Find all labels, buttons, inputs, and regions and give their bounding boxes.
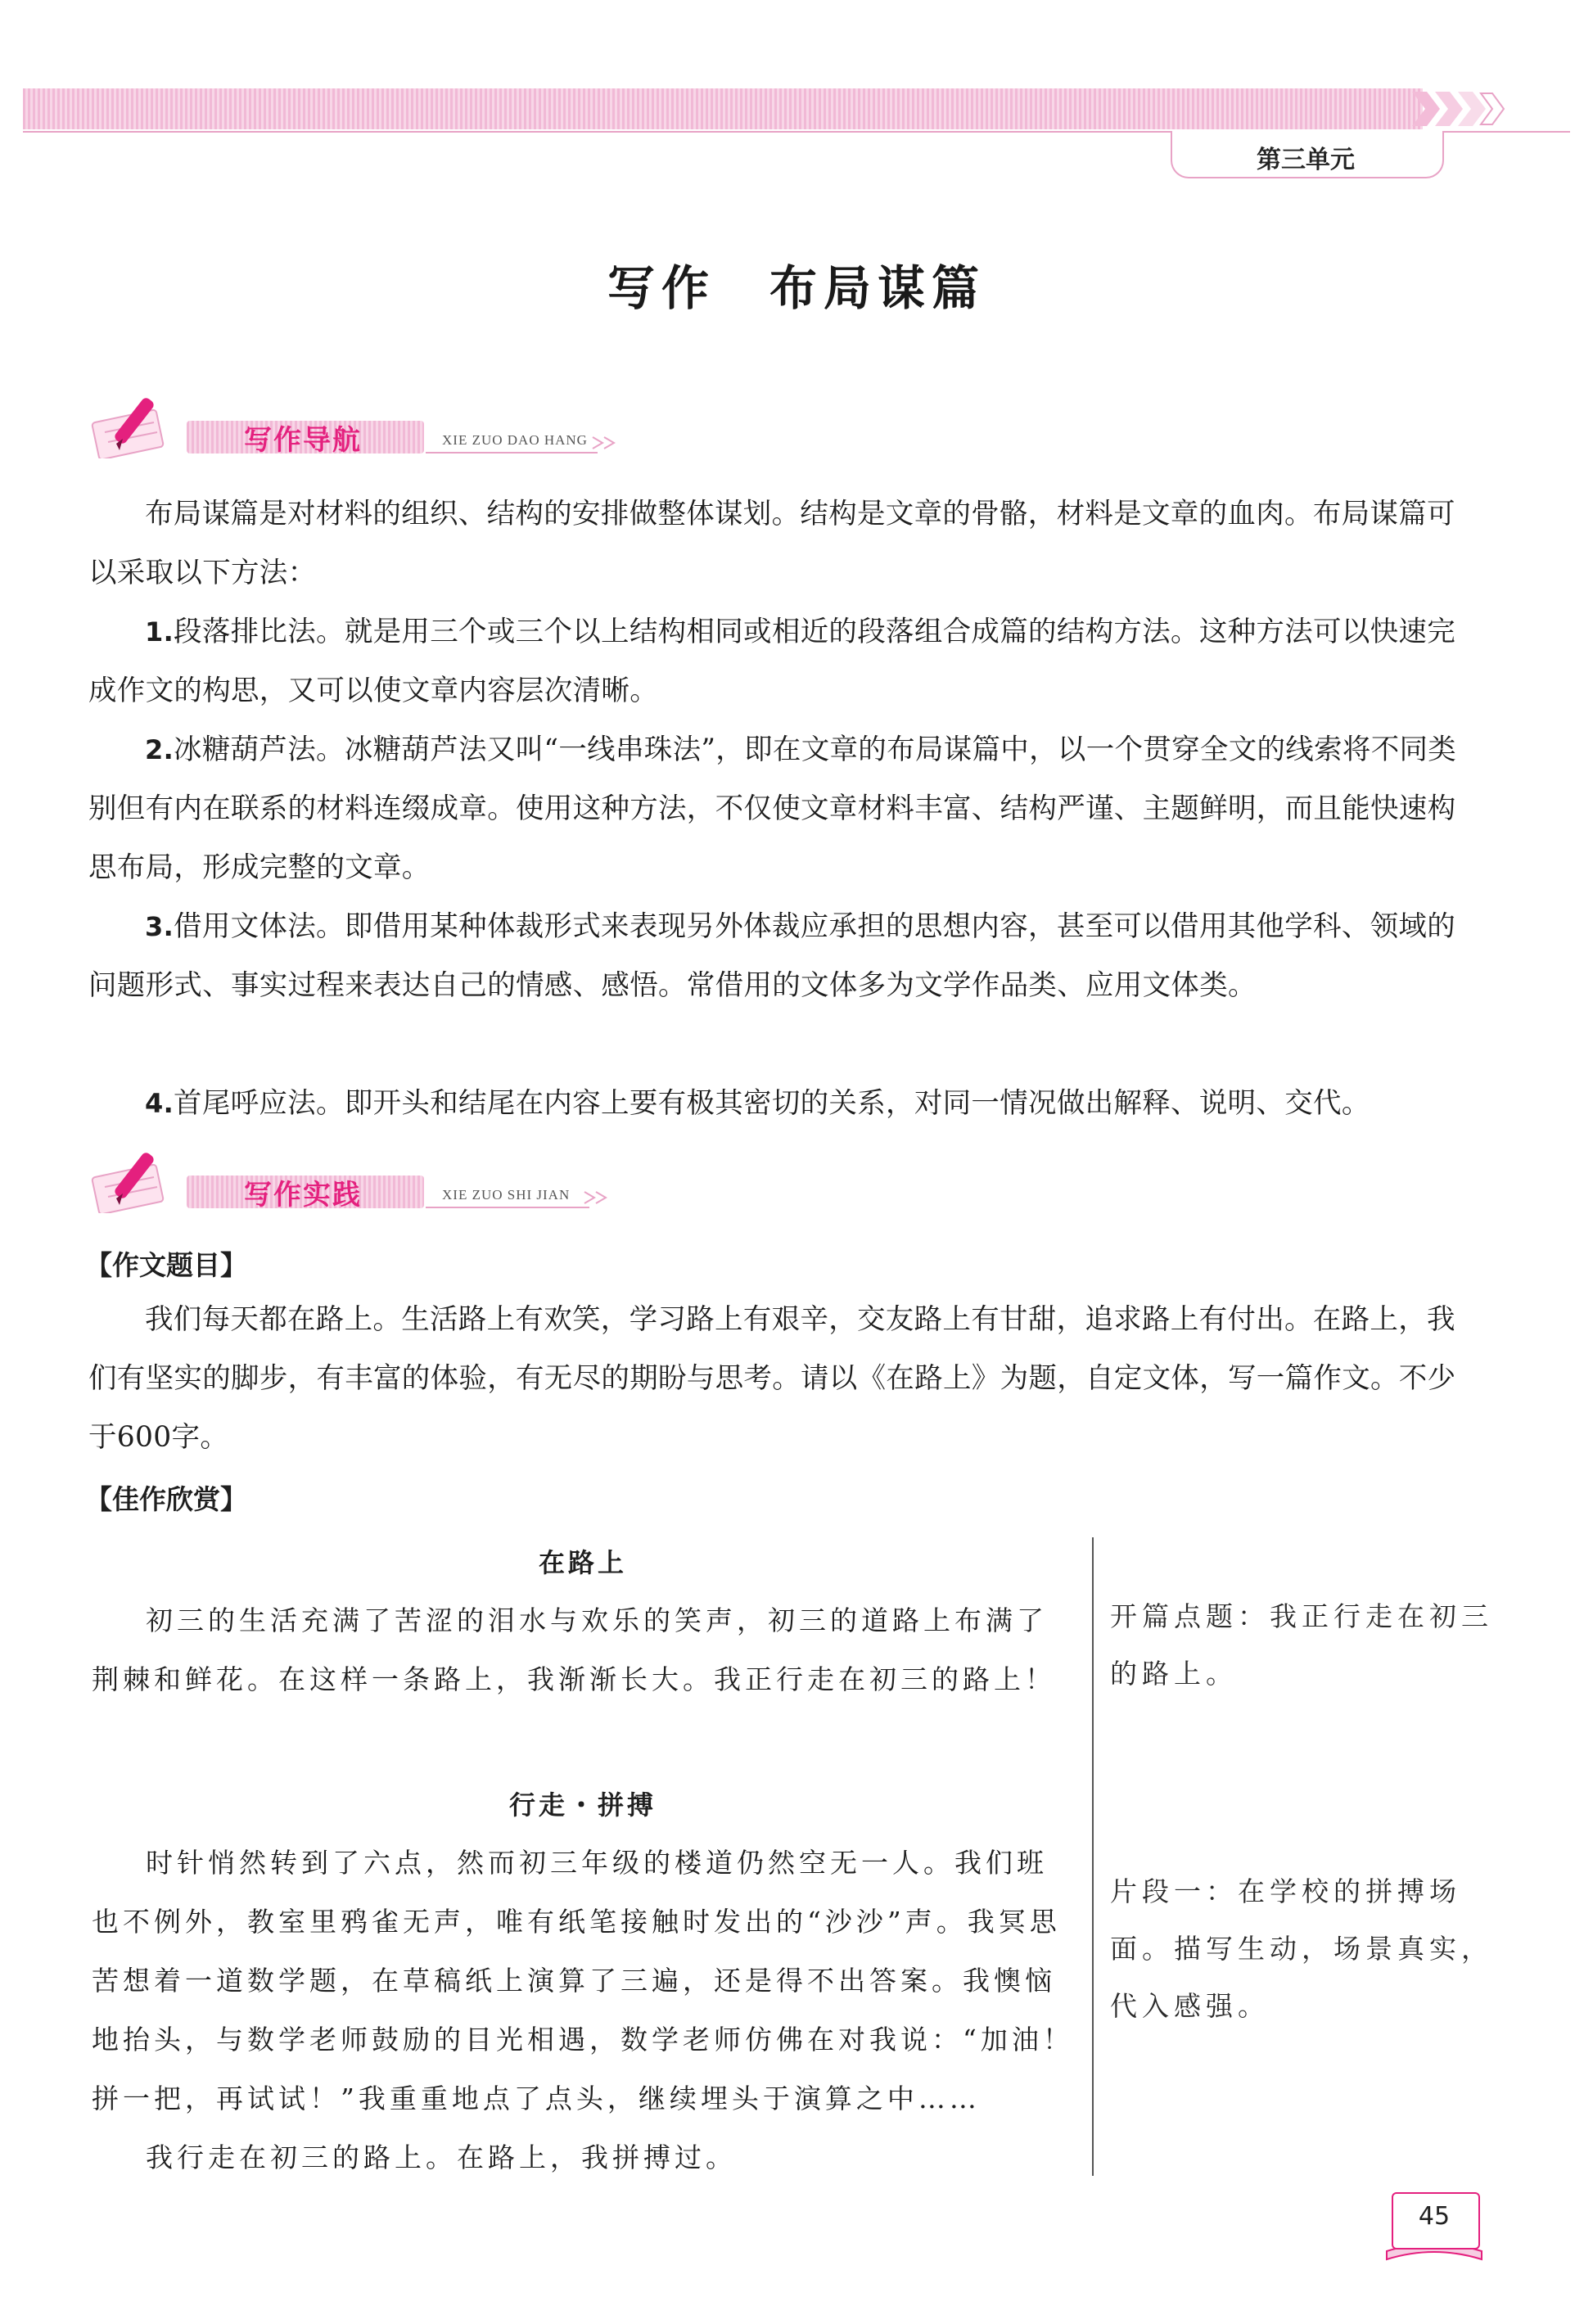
section-nav-label: 写作导航 — [244, 424, 362, 457]
method-3 — [88, 897, 1480, 1015]
margin-note-2: 片段一：在学校的拼搏场面。描写生动，场景真实，代入感强。 — [1110, 1875, 1493, 2022]
intro-paragraph: 布局谋篇是对材料的组织、结构的安排做整体谋划。结构是文章的骨骼，材料是文章的血肉。布局谋篇可以采取以下方法： — [88, 498, 1455, 589]
section-practice-pinyin: XIE ZUO SHI JIAN — [442, 1187, 571, 1203]
method-4-text: 首尾呼应法。即开头和结尾在内容上要有极其密切的关系，对同一情况做出解释、说明、交代。 — [174, 1087, 1370, 1120]
margin-note-1: 开篇点题：我正行走在初三的路上。 — [1110, 1600, 1493, 1690]
banner-arrow-icon — [591, 434, 624, 452]
pen-notebook-icon — [88, 391, 195, 458]
page-title: 写作 布局谋篇 — [607, 260, 986, 316]
method-4 — [88, 1074, 1480, 1133]
method-3-text: 借用文体法。即借用某种体裁形式来表现另外体裁应承担的思想内容，甚至可以借用其他学科、领域的问题形式、事实过程来表达自己的情感、感悟。常借用的文体多为文学作品类、应用文体类。 — [88, 910, 1456, 1002]
column-divider — [1092, 1537, 1094, 2176]
method-1 — [88, 602, 1480, 720]
section-nav-pinyin: XIE ZUO DAO HANG — [442, 432, 588, 448]
prompt-paragraph: 我们每天都在路上。生活路上有欢笑，学习路上有艰辛，交友路上有甘甜，追求路上有付出。在路上，我们有坚实的脚步，有丰富的体验，有无尽的期盼与思考。请以《在路上》为题，自定文体，写一篇作文。不少于600字。 — [88, 1303, 1456, 1454]
header-band — [23, 88, 1423, 129]
sample-heading: 【佳作欣赏】 — [85, 1483, 247, 1515]
unit-label: 第三单元 — [1257, 146, 1355, 174]
page-number: 45 — [1418, 2202, 1451, 2231]
method-2-text: 冰糖葫芦法。冰糖葫芦法又叫“一线串珠法”，即在文章的布局谋篇中，以一个贯穿全文的线索将不同类别但有内在联系的材料连缀成章。使用这种方法，不仅使文章材料丰富、结构严谨、主题鲜明，而且能快速构思布局，形成完整的文章。 — [88, 733, 1457, 884]
method-2-num: 2. — [145, 734, 174, 765]
method-3-num: 3. — [145, 911, 174, 942]
method-1-num: 1. — [145, 616, 174, 648]
method-1-text: 段落排比法。就是用三个或三个以上结构相同或相近的段落组合成篇的结构方法。这种方法可以快速完成作文的构思，又可以使文章内容层次清晰。 — [88, 616, 1456, 707]
method-4-num: 4. — [145, 1088, 174, 1119]
essay-paragraph-2: 时针悄然转到了六点，然而初三年级的楼道仍然空无一人。我们班也不例外，教室里鸦雀无声，唯有纸笔接触时发出的“沙沙”声。我冥思苦想着一道数学题，在草稿纸上演算了三遍，还是得不出答案。我懊恼地抬头，与数学老师鼓励的目光相遇，数学老师仿佛在对我说：“加油！拼一把，再试试！”我重重地点了点头，继续埋头于演算之中…… — [92, 1847, 1074, 2114]
essay-paragraph-3: 我行走在初三的路上。在路上，我拼搏过。 — [146, 2141, 737, 2173]
section-practice-label: 写作实践 — [244, 1179, 362, 1212]
method-2 — [88, 720, 1480, 897]
banner-underline — [426, 452, 598, 454]
prompt-heading: 【作文题目】 — [85, 1249, 247, 1281]
header-chevrons-icon — [1412, 88, 1510, 129]
essay-subtitle: 行走・拼搏 — [508, 1789, 657, 1821]
essay-title: 在路上 — [538, 1547, 627, 1578]
pen-notebook-icon — [88, 1146, 195, 1213]
essay-paragraph-1: 初三的生活充满了苦涩的泪水与欢乐的笑声，初三的道路上布满了荆棘和鲜花。在这样一条路上，我渐渐长大。我正行走在初三的路上！ — [92, 1604, 1056, 1695]
banner-underline — [426, 1207, 589, 1208]
banner-arrow-icon — [583, 1189, 616, 1207]
